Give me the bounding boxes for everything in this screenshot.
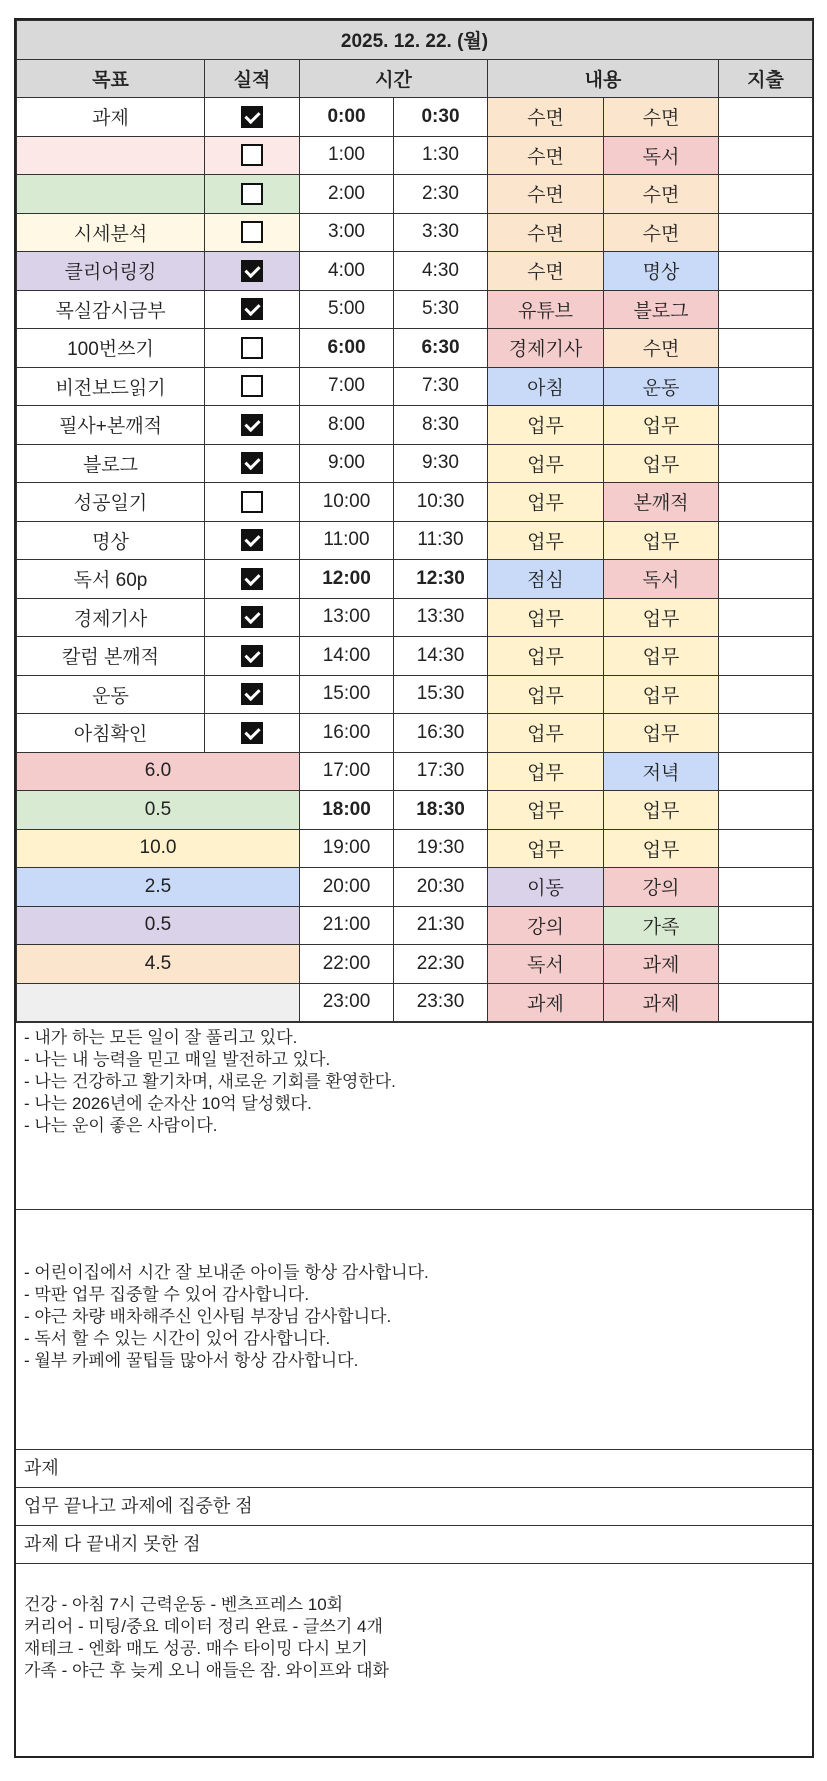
- content-cell: 블로그: [604, 290, 719, 329]
- content-cell: 수면: [604, 98, 719, 137]
- content-cell: 업무: [604, 829, 719, 868]
- content-cell: 업무: [488, 637, 604, 676]
- time-half-cell: 13:30: [394, 598, 488, 637]
- checkbox-checked[interactable]: [241, 568, 263, 590]
- gratitude-section: [16, 1209, 812, 1449]
- content-cell: 수면: [488, 252, 604, 291]
- content-cell: 업무: [604, 714, 719, 753]
- goal-cell: 칼럼 본깨적: [17, 637, 205, 676]
- result-cell: [205, 675, 300, 714]
- content-cell: 경제기사: [488, 329, 604, 368]
- result-cell: [205, 406, 300, 445]
- time-half-cell: 11:30: [394, 521, 488, 560]
- content-cell: 업무: [604, 406, 719, 445]
- expense-cell[interactable]: [719, 483, 813, 522]
- checkbox-checked[interactable]: [241, 298, 263, 320]
- content-cell: 업무: [488, 752, 604, 791]
- content-cell: 업무: [488, 598, 604, 637]
- header-expense: 지출: [719, 59, 813, 98]
- category-total-cell: 4.5: [17, 945, 300, 984]
- content-cell: 업무: [488, 714, 604, 753]
- content-cell: 업무: [488, 675, 604, 714]
- time-start-cell: 10:00: [300, 483, 394, 522]
- expense-cell[interactable]: [719, 521, 813, 560]
- plan-line: 건강 - 아침 7시 근력운동 - 벤츠프레스 10회: [24, 1595, 344, 1614]
- affirmation-line: - 나는 운이 좋은 사람이다.: [24, 1116, 218, 1135]
- result-cell: [205, 637, 300, 676]
- checkbox-checked[interactable]: [241, 106, 263, 128]
- header-time: 시간: [300, 59, 488, 98]
- content-cell: 수면: [488, 213, 604, 252]
- time-half-cell: 22:30: [394, 945, 488, 984]
- expense-cell[interactable]: [719, 290, 813, 329]
- schedule-row: [17, 175, 813, 214]
- schedule-row: [17, 483, 813, 522]
- daily-planner-sheet: [14, 18, 814, 1758]
- expense-cell[interactable]: [719, 98, 813, 137]
- summary-row: [17, 868, 813, 907]
- goal-cell: [17, 175, 205, 214]
- result-cell: [205, 367, 300, 406]
- content-cell: 독서: [604, 136, 719, 175]
- schedule-row: [17, 213, 813, 252]
- header-goal: 목표: [17, 59, 205, 98]
- expense-cell[interactable]: [719, 637, 813, 676]
- expense-cell[interactable]: [719, 444, 813, 483]
- result-cell: [205, 714, 300, 753]
- checkbox-checked[interactable]: [241, 645, 263, 667]
- expense-cell[interactable]: [719, 752, 813, 791]
- content-cell: 업무: [604, 521, 719, 560]
- date-title: 2025. 12. 22. (월): [17, 21, 813, 60]
- goal-cell: 필사+본깨적: [17, 406, 205, 445]
- affirmations-section: [16, 1022, 812, 1209]
- bad-point-row: 과제 다 끝내지 못한 점: [16, 1525, 812, 1563]
- time-start-cell: 20:00: [300, 868, 394, 907]
- content-cell: 독서: [604, 560, 719, 599]
- gratitude-line: - 독서 할 수 있는 시간이 있어 감사합니다.: [24, 1329, 331, 1348]
- time-half-cell: 10:30: [394, 483, 488, 522]
- content-cell: 과제: [488, 983, 604, 1022]
- time-start-cell: 7:00: [300, 367, 394, 406]
- goal-cell: [17, 136, 205, 175]
- time-half-cell: 1:30: [394, 136, 488, 175]
- summary-row: [17, 791, 813, 830]
- time-half-cell: 23:30: [394, 983, 488, 1022]
- content-cell: 업무: [488, 791, 604, 830]
- category-total-cell: 6.0: [17, 752, 300, 791]
- content-cell: 아침: [488, 367, 604, 406]
- time-start-cell: 12:00: [300, 560, 394, 599]
- schedule-row: [17, 136, 813, 175]
- time-start-cell: 3:00: [300, 213, 394, 252]
- time-half-cell: 21:30: [394, 906, 488, 945]
- gratitude-line: - 야근 차량 배차해주신 인사팀 부장님 감사합니다.: [24, 1307, 392, 1326]
- summary-row: [17, 983, 813, 1022]
- time-half-cell: 6:30: [394, 329, 488, 368]
- content-cell: 독서: [488, 945, 604, 984]
- expense-cell[interactable]: [719, 791, 813, 830]
- checkbox-checked[interactable]: [241, 452, 263, 474]
- checkbox-checked[interactable]: [241, 683, 263, 705]
- schedule-row: [17, 637, 813, 676]
- content-cell: 본깨적: [604, 483, 719, 522]
- affirmation-line: - 나는 건강하고 활기차며, 새로운 기회를 환영한다.: [24, 1072, 396, 1091]
- focus-row: 과제: [16, 1449, 812, 1487]
- category-total-cell: 0.5: [17, 791, 300, 830]
- affirmation-line: - 나는 2026년에 순자산 10억 달성했다.: [24, 1094, 312, 1113]
- result-cell: [205, 598, 300, 637]
- time-half-cell: 17:30: [394, 752, 488, 791]
- content-cell: 업무: [488, 406, 604, 445]
- checkbox-unchecked[interactable]: [241, 183, 263, 205]
- content-cell: 수면: [604, 329, 719, 368]
- goal-cell: 아침확인: [17, 714, 205, 753]
- schedule-row: [17, 521, 813, 560]
- summary-row: [17, 906, 813, 945]
- expense-cell[interactable]: [719, 598, 813, 637]
- content-cell: 점심: [488, 560, 604, 599]
- content-cell: 수면: [488, 136, 604, 175]
- content-cell: 수면: [604, 213, 719, 252]
- expense-cell[interactable]: [719, 560, 813, 599]
- time-start-cell: 14:00: [300, 637, 394, 676]
- time-half-cell: 19:30: [394, 829, 488, 868]
- goal-cell: 경제기사: [17, 598, 205, 637]
- time-start-cell: 17:00: [300, 752, 394, 791]
- gratitude-line: - 어린이집에서 시간 잘 보내준 아이들 항상 감사합니다.: [24, 1263, 429, 1282]
- checkbox-checked[interactable]: [241, 260, 263, 282]
- header-content: 내용: [488, 59, 719, 98]
- goal-cell: 독서 60p: [17, 560, 205, 599]
- category-total-cell: 10.0: [17, 829, 300, 868]
- content-cell: 업무: [604, 675, 719, 714]
- time-start-cell: 16:00: [300, 714, 394, 753]
- result-cell: [205, 521, 300, 560]
- content-cell: 과제: [604, 945, 719, 984]
- time-start-cell: 11:00: [300, 521, 394, 560]
- result-cell: [205, 136, 300, 175]
- schedule-row: [17, 444, 813, 483]
- expense-cell[interactable]: [719, 868, 813, 907]
- schedule-row: [17, 598, 813, 637]
- time-half-cell: 2:30: [394, 175, 488, 214]
- time-half-cell: 4:30: [394, 252, 488, 291]
- time-half-cell: 16:30: [394, 714, 488, 753]
- expense-cell[interactable]: [719, 406, 813, 445]
- content-cell: 업무: [488, 444, 604, 483]
- time-start-cell: 15:00: [300, 675, 394, 714]
- content-cell: 업무: [604, 444, 719, 483]
- summary-row: [17, 945, 813, 984]
- time-start-cell: 19:00: [300, 829, 394, 868]
- content-cell: 이동: [488, 868, 604, 907]
- time-half-cell: 9:30: [394, 444, 488, 483]
- schedule-row: [17, 675, 813, 714]
- time-half-cell: 20:30: [394, 868, 488, 907]
- checkbox-unchecked[interactable]: [241, 337, 263, 359]
- time-half-cell: 18:30: [394, 791, 488, 830]
- checkbox-unchecked[interactable]: [241, 375, 263, 397]
- content-cell: 과제: [604, 983, 719, 1022]
- content-cell: 수면: [604, 175, 719, 214]
- content-cell: 업무: [604, 791, 719, 830]
- time-start-cell: 2:00: [300, 175, 394, 214]
- plans-section: [16, 1563, 812, 1749]
- goal-cell: 비전보드읽기: [17, 367, 205, 406]
- goal-cell: 클리어링킹: [17, 252, 205, 291]
- content-cell: 저녁: [604, 752, 719, 791]
- content-cell: 강의: [604, 868, 719, 907]
- content-cell: 업무: [604, 637, 719, 676]
- time-half-cell: 7:30: [394, 367, 488, 406]
- content-cell: 수면: [488, 175, 604, 214]
- time-start-cell: 1:00: [300, 136, 394, 175]
- checkbox-checked[interactable]: [241, 414, 263, 436]
- schedule-row: [17, 406, 813, 445]
- header-result: 실적: [205, 59, 300, 98]
- schedule-row: [17, 560, 813, 599]
- time-start-cell: 13:00: [300, 598, 394, 637]
- time-start-cell: 0:00: [300, 98, 394, 137]
- expense-cell[interactable]: [719, 252, 813, 291]
- goal-cell: 블로그: [17, 444, 205, 483]
- category-total-cell: 0.5: [17, 906, 300, 945]
- time-half-cell: 15:30: [394, 675, 488, 714]
- expense-cell[interactable]: [719, 829, 813, 868]
- checkbox-unchecked[interactable]: [241, 144, 263, 166]
- goal-cell: 시세분석: [17, 213, 205, 252]
- content-cell: 수면: [488, 98, 604, 137]
- time-half-cell: 3:30: [394, 213, 488, 252]
- content-cell: 가족: [604, 906, 719, 945]
- expense-cell[interactable]: [719, 714, 813, 753]
- result-cell: [205, 444, 300, 483]
- checkbox-checked[interactable]: [241, 606, 263, 628]
- time-start-cell: 22:00: [300, 945, 394, 984]
- expense-cell[interactable]: [719, 367, 813, 406]
- goal-cell: 운동: [17, 675, 205, 714]
- plan-line: 가족 - 야근 후 늦게 오니 애들은 잠. 와이프와 대화: [24, 1661, 389, 1680]
- plan-line: 커리어 - 미팅/중요 데이터 정리 완료 - 글쓰기 4개: [24, 1617, 383, 1636]
- content-cell: 강의: [488, 906, 604, 945]
- result-cell: [205, 175, 300, 214]
- expense-cell[interactable]: [719, 945, 813, 984]
- time-start-cell: 6:00: [300, 329, 394, 368]
- gratitude-line: - 막판 업무 집중할 수 있어 감사합니다.: [24, 1285, 310, 1304]
- time-start-cell: 5:00: [300, 290, 394, 329]
- checkbox-unchecked[interactable]: [241, 221, 263, 243]
- goal-cell: 과제: [17, 98, 205, 137]
- goal-cell: 명상: [17, 521, 205, 560]
- summary-row: [17, 829, 813, 868]
- schedule-row: [17, 290, 813, 329]
- time-start-cell: 4:00: [300, 252, 394, 291]
- summary-row: [17, 752, 813, 791]
- affirmation-line: - 나는 내 능력을 믿고 매일 발전하고 있다.: [24, 1050, 331, 1069]
- time-half-cell: 12:30: [394, 560, 488, 599]
- time-half-cell: 14:30: [394, 637, 488, 676]
- expense-cell[interactable]: [719, 675, 813, 714]
- gratitude-line: - 월부 카페에 꿀팁들 많아서 항상 감사합니다.: [24, 1351, 359, 1370]
- result-cell: [205, 252, 300, 291]
- goal-cell: 100번쓰기: [17, 329, 205, 368]
- content-cell: 운동: [604, 367, 719, 406]
- expense-cell[interactable]: [719, 175, 813, 214]
- content-cell: 명상: [604, 252, 719, 291]
- time-start-cell: 21:00: [300, 906, 394, 945]
- time-half-cell: 8:30: [394, 406, 488, 445]
- category-total-cell: 2.5: [17, 868, 300, 907]
- content-cell: 업무: [488, 521, 604, 560]
- affirmation-line: - 내가 하는 모든 일이 잘 풀리고 있다.: [24, 1028, 298, 1047]
- time-half-cell: 0:30: [394, 98, 488, 137]
- result-cell: [205, 483, 300, 522]
- expense-cell[interactable]: [719, 136, 813, 175]
- good-point-row: 업무 끝나고 과제에 집중한 점: [16, 1487, 812, 1525]
- checkbox-unchecked[interactable]: [241, 491, 263, 513]
- time-start-cell: 8:00: [300, 406, 394, 445]
- result-cell: [205, 560, 300, 599]
- time-start-cell: 9:00: [300, 444, 394, 483]
- result-cell: [205, 329, 300, 368]
- content-cell: 업무: [604, 598, 719, 637]
- schedule-row: [17, 367, 813, 406]
- checkbox-checked[interactable]: [241, 529, 263, 551]
- goal-cell: 목실감시금부: [17, 290, 205, 329]
- checkbox-checked[interactable]: [241, 722, 263, 744]
- schedule-row: [17, 98, 813, 137]
- result-cell: [205, 213, 300, 252]
- expense-cell[interactable]: [719, 906, 813, 945]
- time-start-cell: 23:00: [300, 983, 394, 1022]
- goal-cell: 성공일기: [17, 483, 205, 522]
- content-cell: 업무: [488, 829, 604, 868]
- expense-cell[interactable]: [719, 983, 813, 1022]
- schedule-row: [17, 714, 813, 753]
- expense-cell[interactable]: [719, 329, 813, 368]
- schedule-row: [17, 329, 813, 368]
- time-half-cell: 5:30: [394, 290, 488, 329]
- schedule-table: [16, 20, 813, 1022]
- schedule-row: [17, 252, 813, 291]
- result-cell: [205, 98, 300, 137]
- category-total-cell: [17, 983, 300, 1022]
- content-cell: 유튜브: [488, 290, 604, 329]
- plan-line: 재테크 - 엔화 매도 성공. 매수 타이밍 다시 보기: [24, 1639, 368, 1658]
- result-cell: [205, 290, 300, 329]
- time-start-cell: 18:00: [300, 791, 394, 830]
- expense-cell[interactable]: [719, 213, 813, 252]
- content-cell: 업무: [488, 483, 604, 522]
